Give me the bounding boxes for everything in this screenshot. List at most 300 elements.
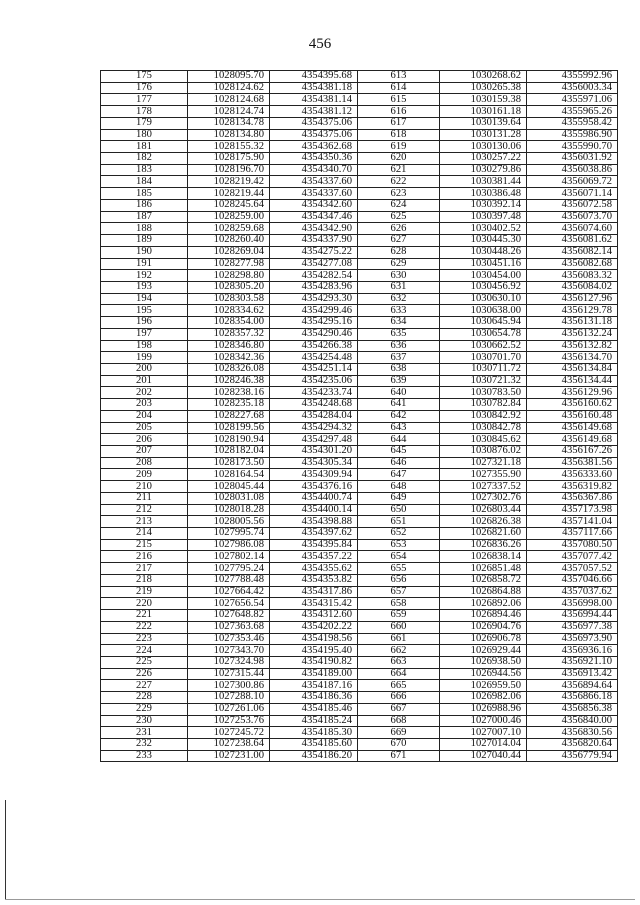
- table-cell: 4357141.04: [527, 516, 618, 528]
- table-cell: 4356913.42: [527, 668, 618, 680]
- table-cell: 4356367.86: [527, 492, 618, 504]
- table-cell: 1027648.82: [188, 610, 270, 622]
- table-cell: 1026959.50: [440, 680, 527, 692]
- table-cell: 623: [358, 188, 440, 200]
- table-cell: 4356936.16: [527, 645, 618, 657]
- table-cell: 4356083.32: [527, 270, 618, 282]
- table-cell: 1028031.08: [188, 492, 270, 504]
- table-cell: 1028326.08: [188, 363, 270, 375]
- table-row: [101, 680, 618, 692]
- table-cell: 4356381.56: [527, 457, 618, 469]
- table-cell: 224: [101, 645, 188, 657]
- table-cell: 4354295.16: [270, 317, 358, 329]
- table-cell: 4357077.42: [527, 551, 618, 563]
- table-cell: 210: [101, 481, 188, 493]
- table-cell: 4355992.96: [527, 71, 618, 83]
- table-cell: 1027238.64: [188, 738, 270, 750]
- table-cell: 4356134.44: [527, 375, 618, 387]
- table-cell: 1026826.38: [440, 516, 527, 528]
- table-cell: 1026892.06: [440, 598, 527, 610]
- table-cell: 4354202.22: [270, 621, 358, 633]
- table-cell: 1028175.90: [188, 153, 270, 165]
- table-row: [101, 363, 618, 375]
- table-row: [101, 399, 618, 411]
- table-cell: 668: [358, 715, 440, 727]
- table-row: [101, 551, 618, 563]
- bottom-rule: [5, 899, 635, 900]
- table-cell: 613: [358, 71, 440, 83]
- table-cell: 4354290.46: [270, 328, 358, 340]
- table-cell: 4354254.48: [270, 352, 358, 364]
- table-cell: 4354381.12: [270, 106, 358, 118]
- table-cell: 1030662.52: [440, 340, 527, 352]
- table-cell: 1026836.26: [440, 539, 527, 551]
- table-cell: 1028005.56: [188, 516, 270, 528]
- table-cell: 667: [358, 703, 440, 715]
- table-cell: 615: [358, 94, 440, 106]
- table-row: [101, 328, 618, 340]
- table-cell: 4356977.38: [527, 621, 618, 633]
- table-cell: 4356132.24: [527, 328, 618, 340]
- table-cell: 1028303.58: [188, 293, 270, 305]
- table-cell: 4354398.88: [270, 516, 358, 528]
- table-cell: 182: [101, 153, 188, 165]
- table-cell: 1030279.86: [440, 164, 527, 176]
- table-row: [101, 703, 618, 715]
- table-cell: 4356127.96: [527, 293, 618, 305]
- table-cell: 622: [358, 176, 440, 188]
- table-cell: 1030381.44: [440, 176, 527, 188]
- table-cell: 4354185.46: [270, 703, 358, 715]
- coordinates-table: [100, 70, 618, 762]
- table-cell: 187: [101, 211, 188, 223]
- table-cell: 1027321.18: [440, 457, 527, 469]
- table-row: [101, 387, 618, 399]
- table-cell: 616: [358, 106, 440, 118]
- table-cell: 217: [101, 563, 188, 575]
- table-cell: 631: [358, 281, 440, 293]
- table-cell: 627: [358, 235, 440, 247]
- table-cell: 228: [101, 692, 188, 704]
- table-cell: 635: [358, 328, 440, 340]
- table-cell: 660: [358, 621, 440, 633]
- table-row: [101, 305, 618, 317]
- table-cell: 1028173.50: [188, 457, 270, 469]
- table-row: [101, 141, 618, 153]
- table-cell: 1027788.48: [188, 574, 270, 586]
- table-cell: 1027300.86: [188, 680, 270, 692]
- table-cell: 1030876.02: [440, 446, 527, 458]
- table-cell: 4356973.90: [527, 633, 618, 645]
- table-cell: 1030456.92: [440, 281, 527, 293]
- table-cell: 4356160.48: [527, 410, 618, 422]
- table-cell: 175: [101, 71, 188, 83]
- table-cell: 1030268.62: [440, 71, 527, 83]
- table-cell: 4356856.38: [527, 703, 618, 715]
- table-cell: 666: [358, 692, 440, 704]
- table-cell: 1030451.16: [440, 258, 527, 270]
- table-row: [101, 270, 618, 282]
- table-cell: 1028260.40: [188, 235, 270, 247]
- table-cell: 195: [101, 305, 188, 317]
- table-cell: 4354400.14: [270, 504, 358, 516]
- table-row: [101, 352, 618, 364]
- table-cell: 205: [101, 422, 188, 434]
- table-cell: 1030392.14: [440, 199, 527, 211]
- table-cell: 4354190.82: [270, 656, 358, 668]
- table-cell: 653: [358, 539, 440, 551]
- margin-line: [5, 800, 6, 900]
- table-cell: 658: [358, 598, 440, 610]
- table-cell: 661: [358, 633, 440, 645]
- table-cell: 641: [358, 399, 440, 411]
- table-cell: 216: [101, 551, 188, 563]
- table-cell: 4356084.02: [527, 281, 618, 293]
- table-cell: 1027343.70: [188, 645, 270, 657]
- table-cell: 1026858.72: [440, 574, 527, 586]
- table-cell: 1028357.32: [188, 328, 270, 340]
- table-cell: 670: [358, 738, 440, 750]
- table-cell: 1027324.98: [188, 656, 270, 668]
- table-cell: 4357117.66: [527, 528, 618, 540]
- table-cell: 233: [101, 750, 188, 762]
- table-cell: 4354233.74: [270, 387, 358, 399]
- table-cell: 1030711.72: [440, 363, 527, 375]
- table-cell: 199: [101, 352, 188, 364]
- table-cell: 1030638.00: [440, 305, 527, 317]
- table-cell: 4354381.18: [270, 82, 358, 94]
- table-cell: 4357057.52: [527, 563, 618, 575]
- table-cell: 1028245.64: [188, 199, 270, 211]
- table-row: [101, 574, 618, 586]
- table-cell: 4354187.16: [270, 680, 358, 692]
- table-cell: 1028134.78: [188, 117, 270, 129]
- table-cell: 4354248.68: [270, 399, 358, 411]
- table-cell: 221: [101, 610, 188, 622]
- table-row: [101, 258, 618, 270]
- table-cell: 4356082.14: [527, 246, 618, 258]
- table-cell: 4356333.60: [527, 469, 618, 481]
- table-cell: 4356074.60: [527, 223, 618, 235]
- table-cell: 643: [358, 422, 440, 434]
- table-row: [101, 153, 618, 165]
- coordinates-table-body: [101, 71, 618, 762]
- table-cell: 1027795.24: [188, 563, 270, 575]
- table-cell: 212: [101, 504, 188, 516]
- table-row: [101, 211, 618, 223]
- table-cell: 4354315.42: [270, 598, 358, 610]
- table-row: [101, 82, 618, 94]
- table-cell: 1028124.68: [188, 94, 270, 106]
- table-cell: 4354297.48: [270, 434, 358, 446]
- table-cell: 1028259.00: [188, 211, 270, 223]
- table-row: [101, 199, 618, 211]
- table-cell: 639: [358, 375, 440, 387]
- table-cell: 1027288.10: [188, 692, 270, 704]
- table-row: [101, 715, 618, 727]
- table-row: [101, 528, 618, 540]
- table-cell: 4356072.58: [527, 199, 618, 211]
- table-cell: 1030783.50: [440, 387, 527, 399]
- table-row: [101, 235, 618, 247]
- table-cell: 1028277.98: [188, 258, 270, 270]
- table-cell: 227: [101, 680, 188, 692]
- table-cell: 4356073.70: [527, 211, 618, 223]
- table-row: [101, 621, 618, 633]
- table-row: [101, 223, 618, 235]
- table-cell: 1027355.90: [440, 469, 527, 481]
- table-cell: 1028334.62: [188, 305, 270, 317]
- table-row: [101, 94, 618, 106]
- table-cell: 183: [101, 164, 188, 176]
- table-cell: 625: [358, 211, 440, 223]
- table-cell: 4356081.62: [527, 235, 618, 247]
- table-cell: 4354235.06: [270, 375, 358, 387]
- table-cell: 4354275.22: [270, 246, 358, 258]
- table-cell: 650: [358, 504, 440, 516]
- table-cell: 177: [101, 94, 188, 106]
- table-cell: 1027040.44: [440, 750, 527, 762]
- table-cell: 651: [358, 516, 440, 528]
- table-cell: 4357046.66: [527, 574, 618, 586]
- table-cell: 230: [101, 715, 188, 727]
- table-cell: 4356003.34: [527, 82, 618, 94]
- table-cell: 185: [101, 188, 188, 200]
- table-cell: 4356160.62: [527, 399, 618, 411]
- table-cell: 1028305.20: [188, 281, 270, 293]
- table-cell: 4356167.26: [527, 446, 618, 458]
- table-cell: 4356921.10: [527, 656, 618, 668]
- table-cell: 190: [101, 246, 188, 258]
- table-cell: 1028095.70: [188, 71, 270, 83]
- table-cell: 1028227.68: [188, 410, 270, 422]
- table-cell: 645: [358, 446, 440, 458]
- table-cell: 1030159.38: [440, 94, 527, 106]
- table-cell: 647: [358, 469, 440, 481]
- table-row: [101, 246, 618, 258]
- table-row: [101, 457, 618, 469]
- table-cell: 656: [358, 574, 440, 586]
- table-cell: 184: [101, 176, 188, 188]
- table-cell: 4357037.62: [527, 586, 618, 598]
- table-cell: 211: [101, 492, 188, 504]
- table-cell: 4357173.98: [527, 504, 618, 516]
- table-cell: 186: [101, 199, 188, 211]
- table-row: [101, 129, 618, 141]
- table-cell: 194: [101, 293, 188, 305]
- table-cell: 192: [101, 270, 188, 282]
- table-cell: 1027231.00: [188, 750, 270, 762]
- table-cell: 1026838.14: [440, 551, 527, 563]
- table-cell: 4356149.68: [527, 422, 618, 434]
- table-cell: 193: [101, 281, 188, 293]
- table-cell: 1030257.22: [440, 153, 527, 165]
- table-cell: 1026864.88: [440, 586, 527, 598]
- table-row: [101, 692, 618, 704]
- table-cell: 1027315.44: [188, 668, 270, 680]
- table-cell: 191: [101, 258, 188, 270]
- table-cell: 1027245.72: [188, 727, 270, 739]
- table-cell: 1027986.08: [188, 539, 270, 551]
- table-cell: 1027000.46: [440, 715, 527, 727]
- table-row: [101, 586, 618, 598]
- table-cell: 4354299.46: [270, 305, 358, 317]
- table-cell: 1026894.46: [440, 610, 527, 622]
- table-cell: 1028259.68: [188, 223, 270, 235]
- table-cell: 4356820.64: [527, 738, 618, 750]
- table-cell: 1028238.16: [188, 387, 270, 399]
- table-cell: 200: [101, 363, 188, 375]
- table-cell: 4356994.44: [527, 610, 618, 622]
- table-cell: 202: [101, 387, 188, 399]
- table-cell: 4354277.08: [270, 258, 358, 270]
- table-cell: 4356779.94: [527, 750, 618, 762]
- table-cell: 215: [101, 539, 188, 551]
- table-row: [101, 610, 618, 622]
- table-cell: 1030842.78: [440, 422, 527, 434]
- table-cell: 1026988.96: [440, 703, 527, 715]
- table-row: [101, 410, 618, 422]
- table-cell: 1027363.68: [188, 621, 270, 633]
- table-cell: 1028018.28: [188, 504, 270, 516]
- table-cell: 1026938.50: [440, 656, 527, 668]
- table-cell: 4354282.54: [270, 270, 358, 282]
- table-cell: 4354340.70: [270, 164, 358, 176]
- table-cell: 4354284.04: [270, 410, 358, 422]
- table-cell: 620: [358, 153, 440, 165]
- table-cell: 214: [101, 528, 188, 540]
- table-cell: 4356319.82: [527, 481, 618, 493]
- table-cell: 4356149.68: [527, 434, 618, 446]
- table-cell: 618: [358, 129, 440, 141]
- table-cell: 1028346.80: [188, 340, 270, 352]
- table-cell: 637: [358, 352, 440, 364]
- table-cell: 1027014.04: [440, 738, 527, 750]
- table-cell: 642: [358, 410, 440, 422]
- table-cell: 4354342.90: [270, 223, 358, 235]
- table-cell: 4354283.96: [270, 281, 358, 293]
- table-cell: 1030842.92: [440, 410, 527, 422]
- table-cell: 4356830.56: [527, 727, 618, 739]
- table-row: [101, 539, 618, 551]
- table-cell: 4354376.16: [270, 481, 358, 493]
- table-cell: 1028196.70: [188, 164, 270, 176]
- table-cell: 4356131.18: [527, 317, 618, 329]
- table-cell: 1028298.80: [188, 270, 270, 282]
- table-cell: 4354293.30: [270, 293, 358, 305]
- table-cell: 617: [358, 117, 440, 129]
- table-row: [101, 492, 618, 504]
- table-cell: 1026929.44: [440, 645, 527, 657]
- table-cell: 1027664.42: [188, 586, 270, 598]
- table-cell: 4356038.86: [527, 164, 618, 176]
- table-cell: 1026944.56: [440, 668, 527, 680]
- table-cell: 4354195.40: [270, 645, 358, 657]
- table-cell: 1030265.38: [440, 82, 527, 94]
- table-cell: 644: [358, 434, 440, 446]
- table-row: [101, 738, 618, 750]
- table-row: [101, 317, 618, 329]
- table-cell: 4356840.00: [527, 715, 618, 727]
- table-cell: 614: [358, 82, 440, 94]
- table-row: [101, 188, 618, 200]
- table-cell: 1028164.54: [188, 469, 270, 481]
- table-cell: 1030454.00: [440, 270, 527, 282]
- table-cell: 4355965.26: [527, 106, 618, 118]
- table-cell: 1030161.18: [440, 106, 527, 118]
- table-cell: 197: [101, 328, 188, 340]
- table-cell: 232: [101, 738, 188, 750]
- table-cell: 189: [101, 235, 188, 247]
- table-cell: 4354395.68: [270, 71, 358, 83]
- table-cell: 4356134.70: [527, 352, 618, 364]
- table-cell: 209: [101, 469, 188, 481]
- table-row: [101, 598, 618, 610]
- table-cell: 4354353.82: [270, 574, 358, 586]
- table-cell: 1028124.74: [188, 106, 270, 118]
- table-cell: 636: [358, 340, 440, 352]
- table-cell: 633: [358, 305, 440, 317]
- table-cell: 231: [101, 727, 188, 739]
- table-cell: 626: [358, 223, 440, 235]
- table-cell: 4356071.14: [527, 188, 618, 200]
- table-cell: 1027261.06: [188, 703, 270, 715]
- table-cell: 223: [101, 633, 188, 645]
- table-cell: 4356129.78: [527, 305, 618, 317]
- table-cell: 1028124.62: [188, 82, 270, 94]
- table-cell: 648: [358, 481, 440, 493]
- table-cell: 206: [101, 434, 188, 446]
- table-cell: 1027353.46: [188, 633, 270, 645]
- table-cell: 663: [358, 656, 440, 668]
- table-cell: 624: [358, 199, 440, 211]
- table-cell: 671: [358, 750, 440, 762]
- table-row: [101, 176, 618, 188]
- table-cell: 4356132.82: [527, 340, 618, 352]
- table-cell: 630: [358, 270, 440, 282]
- page-number: 456: [308, 36, 332, 52]
- table-cell: 4355971.06: [527, 94, 618, 106]
- table-cell: 1028219.44: [188, 188, 270, 200]
- table-cell: 634: [358, 317, 440, 329]
- table-cell: 180: [101, 129, 188, 141]
- table-cell: 1028235.18: [188, 399, 270, 411]
- table-cell: 222: [101, 621, 188, 633]
- table-cell: 4354400.74: [270, 492, 358, 504]
- table-cell: 1030721.32: [440, 375, 527, 387]
- table-cell: 4354198.56: [270, 633, 358, 645]
- table-cell: 1028354.00: [188, 317, 270, 329]
- table-cell: 4354375.06: [270, 129, 358, 141]
- table-row: [101, 117, 618, 129]
- table-row: [101, 504, 618, 516]
- table-cell: 4354294.32: [270, 422, 358, 434]
- table-cell: 1028269.04: [188, 246, 270, 258]
- table-cell: 4354266.38: [270, 340, 358, 352]
- table-cell: 1030131.28: [440, 129, 527, 141]
- table-cell: 628: [358, 246, 440, 258]
- table-row: [101, 481, 618, 493]
- table-cell: 213: [101, 516, 188, 528]
- table-cell: 1027337.52: [440, 481, 527, 493]
- table-cell: 4354337.90: [270, 235, 358, 247]
- table-cell: 201: [101, 375, 188, 387]
- table-cell: 207: [101, 446, 188, 458]
- table-cell: 4355986.90: [527, 129, 618, 141]
- table-cell: 4354189.00: [270, 668, 358, 680]
- table-cell: 1030630.10: [440, 293, 527, 305]
- table-cell: 176: [101, 82, 188, 94]
